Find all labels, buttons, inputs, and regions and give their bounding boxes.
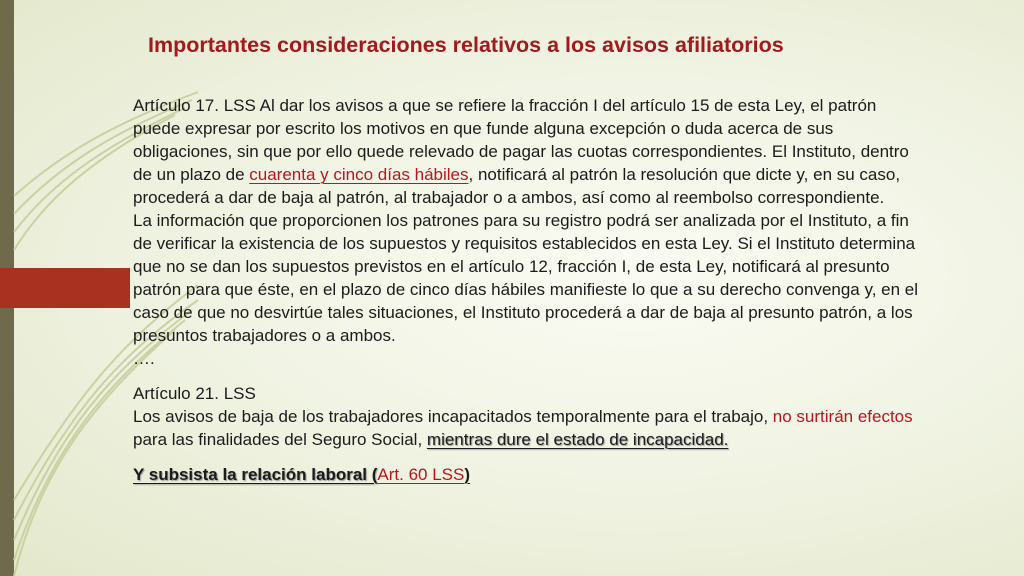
- article-21-conclusion: [133, 463, 1023, 486]
- article-17-line: puede expresar por escrito los motivos en que funde alguna excepción o duda acerca de sus: [133, 119, 834, 138]
- text-segment: Los avisos de baja de los trabajadores incapacitados temporalmente para el trabajo,: [133, 407, 773, 426]
- article-17-line: de verificar la existencia de los supuestos y requisitos establecidos en esta Ley. Si el Instituto determina: [133, 234, 916, 253]
- article-60-reference: Art. 60 LSS: [377, 465, 465, 484]
- article-17-line: La información que proporcionen los patrones para su registro podrá ser analizada por el Instituto, a fin: [133, 211, 909, 230]
- article-17-line: obligaciones, sin que por ello quede relevado de pagar las cuotas correspondientes. El Instituto, dentro: [133, 142, 909, 161]
- deadline-link[interactable]: cuarenta y cinco días hábiles: [249, 165, 469, 184]
- article-17-line: [133, 163, 1023, 186]
- ellipsis: ….: [133, 349, 155, 368]
- article-17-line: patrón para que éste, en el plazo de cinco días hábiles manifieste lo que a su derecho convenga y, en el: [133, 280, 919, 299]
- article-17-line: que no se dan los supuestos previstos en el artículo 12, fracción I, de esta Ley, notificará al presunto: [133, 257, 890, 276]
- slide-title: Importantes consideraciones relativos a los avisos afiliatorios: [148, 33, 784, 57]
- no-effect-highlight: no surtirán efectos: [772, 407, 913, 426]
- text-segment: de un plazo de: [133, 165, 250, 184]
- article-21-line: [133, 428, 1023, 451]
- labor-relation-note: Y subsista la relación laboral (: [133, 465, 378, 484]
- slide-body: [133, 94, 1023, 486]
- paragraph-gap: [133, 370, 1023, 382]
- red-side-tab: [0, 268, 130, 308]
- incapacity-emphasis: mientras dure el estado de incapacidad.: [426, 430, 729, 449]
- article-17-line: presuntos trabajadores o a ambos.: [133, 326, 396, 345]
- article-21-line: [133, 405, 1023, 428]
- article-21-heading: Artículo 21. LSS: [133, 384, 256, 403]
- article-21-block: [133, 382, 1023, 486]
- closing-paren: ): [464, 465, 471, 484]
- paragraph-gap: [133, 451, 1023, 463]
- text-segment: para las finalidades del Seguro Social,: [133, 430, 427, 449]
- article-17-line: Artículo 17. LSS Al dar los avisos a que se refiere la fracción I del artículo 15 de esta Ley, el patrón: [133, 96, 877, 115]
- article-17-block: [133, 94, 1023, 370]
- text-segment: , notificará al patrón la resolución que dicte y, en su caso,: [468, 165, 901, 184]
- article-17-line: procederá a dar de baja al patrón, al trabajador o a ambos, así como al reembolso correspondiente.: [133, 188, 885, 207]
- article-17-line: caso de que no desvirtúe tales situaciones, el Instituto procederá a dar de baja al presunto patrón, a los: [133, 303, 913, 322]
